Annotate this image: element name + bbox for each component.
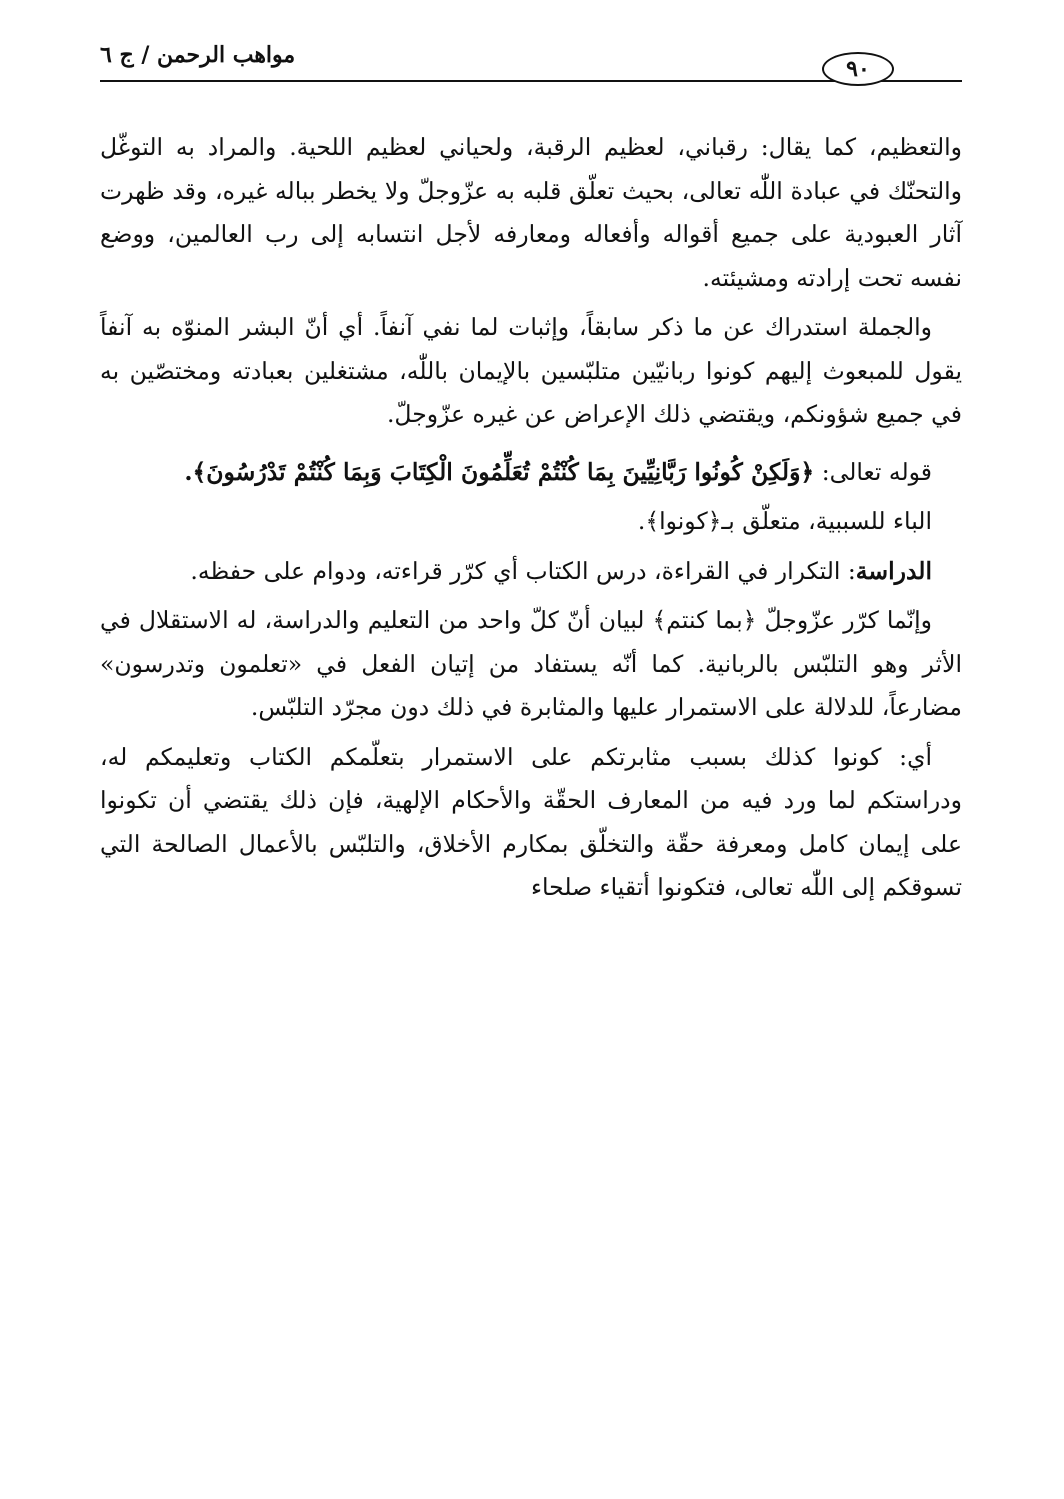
quran-verse: ﴿وَلَكِنْ كُونُوا رَبَّانِيِّينَ بِمَا كُنْتُمْ تُعَلِّمُونَ الْكِتَابَ وَبِمَا كُنْتُمْ تَدْرُسُونَ﴾ — [192, 457, 815, 486]
paragraph-5 — [100, 550, 962, 594]
paragraph-1: والتعظيم، كما يقال: رقباني، لعظيم الرقبة، ولحياني لعظيم اللحية. والمراد به التوغّل والتحنّك في عبادة اللّٰه تعالى، بحيث تعلّق قلبه به عزّوجلّ ولا يخطر بباله غيره، وقد ظهرت آثار العبودية على جميع أقواله وأفعاله ومعارفه لأجل انتسابه إلى رب العالمين، ووضع نفسه تحت إرادته ومشيئته. — [100, 133, 962, 292]
paragraph-2: والجملة استدراك عن ما ذكر سابقاً، وإثبات لما نفي آنفاً. أي أنّ البشر المنوّه به آنفاً يقول للمبعوث إليهم كونوا ربانيّين متلبّسين بالإيمان باللّٰه، مشتغلين بعبادته ومختصّين به في جميع شؤونكم، ويقتضي ذلك الإعراض عن غيره عزّوجلّ. — [100, 313, 962, 428]
definition-term: الدراسة — [855, 556, 932, 585]
paragraph-7: أي: كونوا كذلك بسبب مثابرتكم على الاستمرار بتعلّمكم الكتاب وتعليمكم له، ودراستكم لما ورد فيه من المعارف الحقّة والأحكام الإلهية، فإن ذلك يقتضي أن تكونوا على إيمان كامل ومعرفة حقّة والتخلّق بمكارم الأخلاق، والتلبّس بالأعمال الصالحة التي تسوقكم إلى اللّٰه تعالى، فتكونوا أتقياء صلحاء — [100, 742, 962, 901]
verse-prefix: قوله تعالى: — [821, 457, 932, 486]
paragraph-4: الباء للسببية، متعلّق بـ﴿كونوا﴾. — [637, 507, 932, 535]
definition-text: : التكرار في القراءة، درس الكتاب أي كرّر قراءته، ودوام على حفظه. — [190, 556, 856, 585]
running-head: مواهب الرحمن / ج ٦ — [100, 42, 296, 68]
paragraph-6: وإنّما كرّر عزّوجلّ ﴿بما كنتم﴾ لبيان أنّ كلّ واحد من التعليم والدراسة، له الاستقلال في الأثر وهو التلبّس بالربانية. كما أنّه يستفاد من إتيان الفعل في «تعلمون وتدرسون» مضارعاً، للدلالة على الاستمرار عليها والمثابرة في ذلك دون مجرّد التلبّس. — [100, 606, 962, 721]
body-text — [100, 126, 962, 910]
page-header — [100, 40, 962, 88]
page-number: ٩٠ — [822, 52, 894, 86]
verse-paragraph — [100, 451, 962, 495]
verse-suffix: . — [184, 457, 193, 486]
